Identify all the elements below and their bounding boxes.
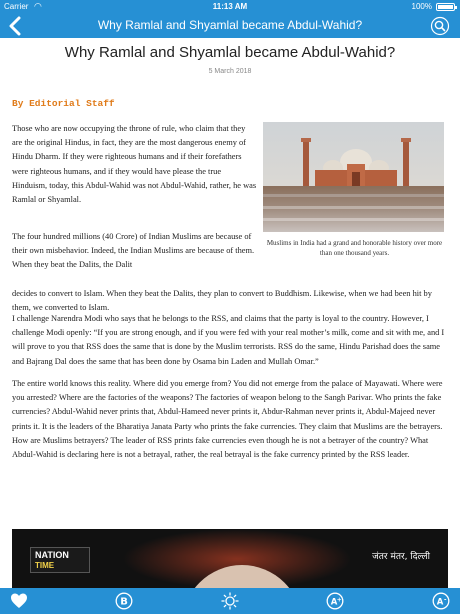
status-bar <box>0 0 460 14</box>
wifi-icon: ◠ <box>34 1 42 11</box>
paragraph: The four hundred millions (40 Crore) of Indian Muslims are because of their own misbehavior. Indeed, the Indian Muslims are because of them. When they beat the Dalits, the Dalit <box>12 232 255 270</box>
svg-text:A: A <box>436 597 444 608</box>
article-content[interactable] <box>0 38 460 588</box>
article-figure <box>263 122 446 258</box>
bottom-toolbar <box>0 588 460 614</box>
paragraph: Those who are now occupying the throne of rule, who claim that they are the original Hindus, in fact, they are the most dangerous enemy of Hindu Dharm. If they were righteous humans and if their forefathers were righteous humans, and if they would have please the true Hinduism, today, this Abdul-Wahid was not Abdul-Wahid, rather, he was Ramlal or Shyamlal. <box>12 124 257 205</box>
heart-icon[interactable] <box>10 592 28 610</box>
svg-text:B: B <box>120 596 128 608</box>
image-caption: Muslims in India had a grand and honorable history over more than one thousand years. <box>266 239 443 257</box>
font-increase-icon[interactable] <box>326 592 344 610</box>
channel-logo <box>30 547 90 573</box>
nav-title: Why Ramlal and Shyamlal became Abdul-Wahid? <box>97 18 363 32</box>
bitcoin-icon[interactable] <box>115 592 133 610</box>
search-icon[interactable] <box>430 16 450 36</box>
article-date: 5 March 2018 <box>208 68 252 75</box>
logo-line-2: TIME <box>35 561 55 570</box>
author-byline[interactable]: By Editorial Staff <box>12 98 115 109</box>
font-decrease-icon[interactable] <box>432 592 450 610</box>
video-player[interactable] <box>12 529 448 588</box>
logo-line-1: NATION <box>35 550 69 560</box>
video-location-text: जंतर मंतर, दिल्ली <box>372 552 430 562</box>
svg-text:A: A <box>330 597 338 608</box>
chevron-left-icon[interactable] <box>8 15 32 37</box>
svg-text:-: - <box>444 596 447 604</box>
article-title: Why Ramlal and Shyamlal became Abdul-Wahid? <box>64 44 396 61</box>
brightness-icon[interactable] <box>221 592 239 610</box>
nav-bar <box>0 14 460 38</box>
carrier-label: Carrier <box>4 2 29 11</box>
paragraph: I challenge Narendra Modi who says that he belongs to the RSS, and claims that the party is loyal to the country. However, I challenge Modi openly: “If you are strong enough, and if you were fed with your real mother’s milk, come and sit with me, and I will prove to you that RSS does the same that is done by the Muslim terrorists. RSS do the same, Hindu Parishad does the same and Bajrang Dal does the same that has been done by Osama bin Laden and Mullah Omar.” <box>12 314 445 366</box>
paragraph: decides to convert to Islam. When they beat the Dalits, they plan to convert to Buddhism. Likewise, when we had been hit by them, we converted to Islam. <box>12 289 432 313</box>
mosque-crowd-image <box>263 122 444 232</box>
clock: 11:13 AM <box>212 2 248 11</box>
svg-text:+: + <box>336 596 342 604</box>
battery-percent: 100% <box>411 2 432 11</box>
paragraph: The entire world knows this reality. Where did you emerge from? You did not emerge from the palace of Mayawati. Where were you arrested? Where are the factories of the weapons? The factories of weapon belong to the Sangh Parivar. Who prints the fake currencies? Abdul-Wahid never prints that, Abdul-Hameed never prints it, Abdur-Rahman never prints it, Abdul-Majeed never prints it. It is the leaders of the Bharatiya Janata Party who prints the fake currencies. They claim that Muslims are the betrayers. How are Muslims betrayers? The leader of RSS prints fake currencies even though he is not a betrayer of the country? What Abdul-Wahid is declaring here is not a betrayal, rather, the real betrayal is the fake currency printed by the RSS leader. <box>12 379 443 460</box>
battery-icon <box>436 3 455 11</box>
